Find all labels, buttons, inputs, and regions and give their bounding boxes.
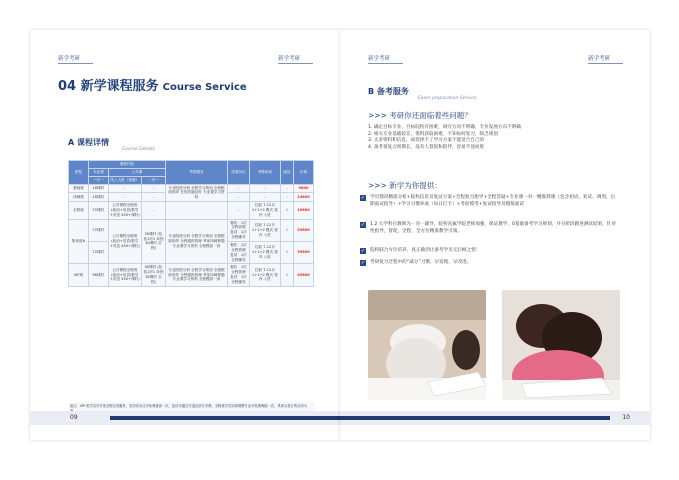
right-header-line-a <box>368 63 403 64</box>
problem-list <box>368 125 628 152</box>
table-row: 72课时 餐饮：1次 全程管理 复试：1次 全程辅导 住宿 7-12月 1+1+2 模式 校内 入驻 ✓ 39800 <box>69 241 314 263</box>
list-item: 3. 太多资料和信息，却选择不了学习方案不能适合自己的 <box>368 138 485 144</box>
right-footer <box>340 411 650 425</box>
section-b-subtitle: Exam preparation Service <box>418 96 477 101</box>
right-header-brand: 新学考研 <box>368 56 391 62</box>
right-page-number: 10 <box>622 414 630 421</box>
table-row: VIP班 96课时 公共课程全程班 (政治+英语/数学+英语 450+课时) 30课时 (包括1对1 单独 30课时 全程) 专业院校分析 全程学习规划 全程跟踪指导 全程跟踪管理 考前冲刺押题 专业课学习资料 全程模拟一套 餐饮：1次 全程管理 复试：1次 全程辅导 住宿 7-12月 1+1+2 模式 校内 入驻 ✓ 49800 <box>69 264 314 286</box>
left-header-brand: 新学考研 <box>58 56 81 62</box>
th-course-content: 课程内容 <box>88 161 165 169</box>
table-row: 冲刺班 16课时 - - - - - 14800 <box>69 193 314 202</box>
th-class-type: 班型 <box>69 161 89 185</box>
th-major: 专业课 <box>88 168 108 176</box>
list-item: 1. 确定目标专业、目标院校有困难，研究方向不明确，专业发展方向不明确 <box>368 125 521 130</box>
page-title-en: Course Service <box>162 82 247 93</box>
brochure-spread <box>30 30 650 440</box>
list-item: ✓ 学员情况精准分析+院校信息及复试方案+全程复习指导+全程答疑+专业课一对一精准授课（包含初试、复试、调剂，后期面试指导）+学习习惯养成（每日打卡）+考前模考+复试指导及模拟面试 <box>360 195 616 207</box>
section-b-title: B 备考服务 <box>368 87 409 96</box>
photo-students-studying <box>368 290 486 400</box>
left-header-brand-right: 新学考研 <box>278 56 301 62</box>
checkbox-icon: ✓ <box>360 222 366 228</box>
left-header-line-b <box>278 63 313 64</box>
section-a-title: A 课程详情 <box>68 138 109 147</box>
left-header-line-a <box>58 63 93 64</box>
table-row: 基础班 16课时 - - 专业院校分析 全程学习规划 全程跟踪指导 在线答疑及时 专业课学习资料 - - - 9800 <box>69 184 314 193</box>
list-item: 2. 相关专业基础较差，资料获取困难，不知如何复习，缺乏规划 <box>368 131 498 137</box>
th-one-on-one: 一对一 <box>88 176 108 184</box>
th-price: 价格 <box>294 161 314 185</box>
th-online: 线上大班（视频） <box>108 176 141 184</box>
right-header-line-b <box>588 63 623 64</box>
question-heading: >>> 考研你还面临着些问题？ <box>368 111 472 120</box>
section-a-subtitle: Course Details <box>122 147 155 152</box>
table-row: 集训营A 72课时 公共课程全程班 (政治+英语/数学+英语 450+课时) 30课时 (包括1对1 单独 30课时 全程) 专业院校分析 全程学习规划 全程跟踪指导 全程跟踪管理 考前冲刺押题 专业课学习资料 全程模拟一套 餐饮：1次 全程管理 复试：1次 全程辅导 住宿 7-12月 1+1+2 模式 校内 入驻 ✓ 29800 <box>69 219 314 241</box>
offer-heading: >>> 新学为你提供： <box>368 181 442 190</box>
right-footer-bar <box>340 416 610 420</box>
right-page <box>340 30 650 440</box>
checkbox-icon: ✓ <box>360 248 366 254</box>
list-item: ✓ 院校联合方位培养，真正做到让备考学员无后顾之忧！ <box>360 248 481 254</box>
table-note: 备注：VIP 班学员可享受全程无忧服务，若初试未过可免费重读一次，复试未通过可退还部分学费；全程班学员如需调整专业可免费调换一次，具体以签订的合同为 <box>68 402 314 414</box>
left-footer <box>30 411 340 425</box>
course-table <box>68 160 314 287</box>
list-item: 4. 备考备复习周期长，没有人督促和陪伴，容易半途而废 <box>368 144 485 150</box>
th-one-on-one-2: 一对一 <box>141 176 165 184</box>
th-public: 公共课 <box>108 168 165 176</box>
photo-student-writing <box>502 290 620 400</box>
left-page-number: 09 <box>70 414 78 421</box>
th-time: 考核时间 <box>249 161 280 185</box>
checkbox-icon: ✓ <box>360 260 366 266</box>
th-discount: 政优 <box>280 161 293 185</box>
th-protocol: 授课协议 <box>227 161 249 185</box>
page-title <box>58 75 247 94</box>
left-footer-bar <box>110 416 340 420</box>
table-row: 全程班 72课时 公共课程全程班 (政治+英语/数学+英语 450+课时) - - 住宿 7-12月 1+1+2 模式 校内 入驻 ✓ 19800 <box>69 202 314 220</box>
checkbox-icon: ✓ <box>360 195 366 201</box>
list-item: ✓ 考研复习过程中的“减分”习惯、早发现、早改进。 <box>360 260 472 266</box>
list-item: ✓ 1 2 大学科目教师为一对一辅导，院校直属学院老师加强，保证教学，0基础备考学习规划，并分阶段跟进测试结果，针对性指导，督促，全程，全方位精准教学引领。 <box>360 222 616 234</box>
right-header-brand-right: 新学考研 <box>588 56 611 62</box>
page-title-cn: 04 新学课程服务 <box>58 79 159 94</box>
th-service: 考核服务 <box>166 161 228 185</box>
left-page <box>30 30 340 440</box>
